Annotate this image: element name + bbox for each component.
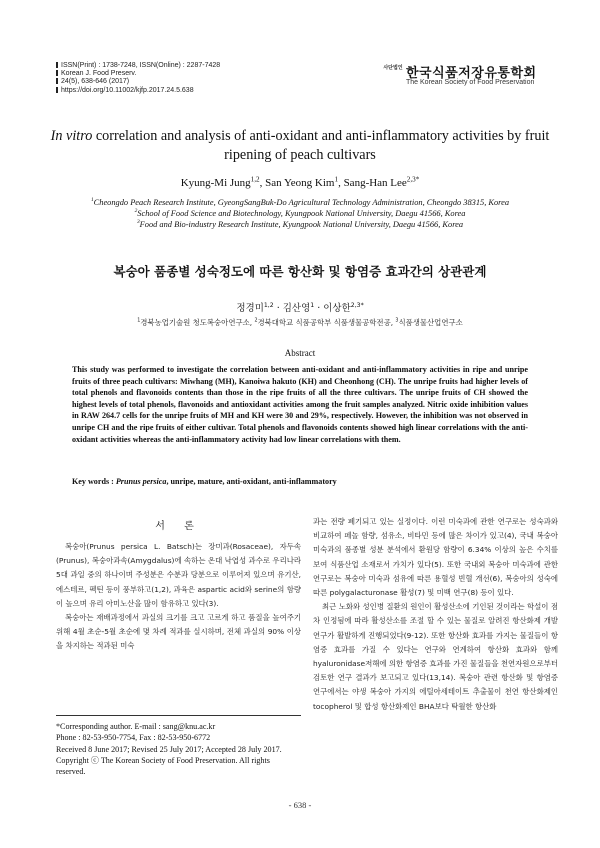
keywords: Key words : Prunus persica, unripe, mature, anti-oxidant, anti-inflammatory (72, 477, 337, 486)
korean-title: 복숭아 품종별 성숙정도에 따른 항산화 및 항염증 효과간의 상관관계 (113, 264, 487, 279)
footnote-divider (56, 715, 301, 716)
author: San Yeong Kim (265, 177, 335, 189)
abstract-heading: Abstract (284, 348, 316, 358)
journal-line: Korean J. Food Preserv. (56, 70, 276, 78)
logo-english-name: The Korean Society of Food Preservation (406, 79, 535, 86)
issn-line: ISSN(Print) : 1738-7248, ISSN(Online) : 2287-7428 (56, 62, 276, 70)
title-rest: correlation and analysis of anti-oxidant and anti-inflammatory activities by fruit ripening of peach cultivars (92, 128, 550, 163)
title-italic: In vitro (50, 128, 93, 144)
paragraph: 과는 전량 폐기되고 있는 실정이다. 이런 미숙과에 관한 연구로는 성숙과와 비교하여 페놀 함량, 섬유소, 비타민 등에 많은 차이가 있고(4), 국내 복숭아 미숙과의 품종별 성분 분석에서 환원당 함량이 6.34% 이상의 높은 수치를 보여 식품산업 소재로서 가치가 있다(5). 또한 국내외 복숭아 미숙과에 관한 연구로는 복숭아 미숙과 섬유에 따른 용혈성 빈혈 개선(6), 복숭아의 성숙에 따른 polygalacturonase 활성(7) 및 미백 연구(8) 등이 있다. (313, 517, 558, 598)
paragraph: 복숭아(Prunus persica L. Batsch)는 장미과(Rosaceae), 자두속(Prunus), 복숭아과속(Amygdalus)에 속하는 온대 낙엽성 과수로 우리나라 5대 과일 중의 하나이며 주성분은 수분과 당분으로 이루어져 있으며 유기산, 에스테르, 펙틴 등이 풍부하고(1,2), 과육은 aspartic acid와 serine의 함량이 높으며 유리 아미노산을 많이 함유하고 있다(3). (56, 542, 301, 608)
author-list: Kyung-Mi Jung$^{1,2}$, San Yeong Kim$^1$, Sang-Han Lee$^{2,3*}$ (180, 175, 420, 189)
society-logo (382, 62, 562, 96)
corresponding-author: *Corresponding author. E-mail : sang@knu.ac.kr (56, 722, 216, 731)
page-number: - 638 - (288, 800, 312, 810)
affiliation-list (40, 197, 560, 231)
received-dates: Received 8 June 2017; Revised 25 July 2017; Accepted 28 July 2017. (56, 744, 282, 754)
right-column (313, 515, 558, 714)
author: Kyung-Mi Jung (180, 177, 251, 189)
affiliation: $^3$Food and Bio-industry Research Institute, Kyungpook National University, Daegu 41566, Korea (136, 219, 464, 230)
paragraph: 복숭아는 재배과정에서 과실의 크기를 크고 고르게 하고 품질을 높여주기 위해 4월 초순-5월 초순에 몇 차례 적과를 실시하며, 전체 과실의 90% 이상을 차지하는 적과된 미숙 (56, 613, 301, 651)
journal-header (56, 62, 276, 95)
abstract-text: This study was performed to investigate the correlation between anti-oxidant and anti-inflammatory activities in ripe and unripe fruits of three peach cultivars: Miwhang (MH), Kanoiwa hakuto (KH) and Cheonhong (CH). The unripe fruits had higher levels of total phenols and flavonoids contents than those in the ripe fruits of all the three cultivars. The unripe fruits of CH showed the highest levels of total phenols, flavonoids and antioxidant activities among the fruit samples analyzed. Nitric oxide inhibition values in RAW 264.7 cells for the unripe fruits of MH and KH were 30 and 29%, respectively. However, the inhibition was not observed in unripe CH and the ripe fruits of either cultivar. Total phenols and flavonoids contents showed high linear correlations with the anti-oxidant activities whereas the anti-inflammatory activity had low linear correlations with them. (72, 365, 528, 444)
doi-line[interactable]: https://doi.org/10.11002/kjfp.2017.24.5.638 (56, 87, 276, 95)
paragraph: 최근 노화와 성인병 질환의 원인이 활성산소에 기인된 것이라는 학설이 점차 인정됨에 따라 활성산소를 조절 할 수 있는 물질로 알려진 항산화제 개발 연구가 활발하게 진행되었다(9-12). 또한 항산화 효과를 가지는 물질들이 항염증 효과를 가질 수 있다는 연구와 연계하여 항산화 효과와 함께 hyaluronidase저해에 의한 항염증 효과를 가진 물질들을 천연자원으로부터 검토한 연구 결과가 보고되고 있다(13,14). 복숭아 관련 항산화 및 항염증 연구에서는 야생 복숭아 가지의 에틸아세테이트 추출물이 천연 항산화제인 tocopherol 및 합성 항산화제인 BHA보다 탁월한 항산화 (313, 602, 558, 711)
korean-affiliation-list: $^1$경북농업기술원 청도복숭아연구소, $^2$경북대학교 식품공학부 식품생물공학전공, $^3$식품생물산업연구소 (137, 318, 463, 327)
contact-phone: Phone : 82-53-950-7754, Fax : 82-53-950-6772 (56, 733, 211, 743)
left-column (56, 540, 301, 654)
issue-line: 24(5), 638-646 (2017) (56, 78, 276, 86)
logo-korean-name: 한국식품저장유통학회 (406, 66, 537, 81)
copyright: Copyright ⓒ The Korean Society of Food Preservation. All rights reserved. (56, 755, 270, 777)
section-heading-introduction: 서 론 (155, 521, 202, 532)
logo-mark: 사단법인 (383, 65, 403, 71)
affiliation: $^2$School of Food Science and Biotechnology, Kyungpook National University, Daegu 41566, Korea (134, 208, 466, 219)
author: Sang-Han Lee (343, 177, 407, 189)
korean-author-list: 정경미$^{1,2}$ · 김산영$^1$ · 이상한$^{2,3*}$ (236, 301, 364, 314)
footnote (56, 721, 301, 777)
affiliation: $^1$Cheongdo Peach Research Institute, GyeongSangBuk-Do Agricultural Technology Administration, Cheongdo 38315, Korea (90, 197, 510, 207)
paper-title (40, 127, 560, 165)
